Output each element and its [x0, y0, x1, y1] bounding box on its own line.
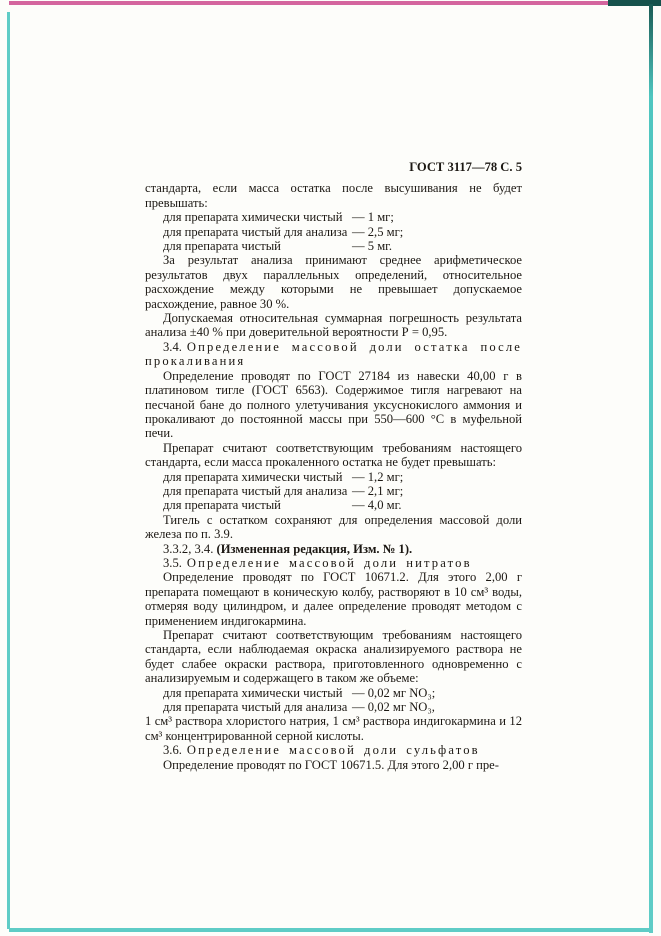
scan-edge-left	[7, 12, 10, 929]
section-number: 3.6.	[163, 743, 182, 758]
section-title: Определение массовой доли нитратов	[186, 555, 472, 570]
section-heading-3-4	[145, 340, 522, 369]
text-block	[145, 160, 522, 772]
section-number: 3.5.	[163, 555, 182, 570]
amendment-note	[145, 542, 522, 556]
spec-line-drying-2	[145, 225, 522, 239]
spec-label: для препарата чистый	[163, 498, 281, 513]
spec-value: — 0,02 мг NO₃,	[352, 700, 435, 715]
paragraph-solution-components: 1 см³ раствора хлористого натрия, 1 см³ раствора индигокармина и 12 см³ концентрированной серной кислоты.	[145, 714, 522, 743]
spec-line-nitrates-2	[145, 700, 522, 714]
scan-edge-top	[9, 1, 608, 5]
spec-label: для препарата чистый для анализа	[163, 224, 348, 239]
spec-line-drying-1	[145, 210, 522, 224]
spec-value: — 0,02 мг NO₃;	[352, 685, 436, 700]
spec-value: — 1 мг;	[352, 210, 394, 225]
spec-label: для препарата чистый для анализа	[163, 700, 348, 715]
spec-label: для препарата чистый для анализа	[163, 483, 348, 498]
page-header: ГОСТ 3117—78 С. 5	[409, 160, 522, 174]
amendment-text: (Измененная редакция, Изм. № 1).	[216, 541, 413, 556]
section-title: Определение массовой доли остатка после прокаливания	[145, 339, 522, 369]
spec-value: — 4,0 мг.	[352, 498, 402, 513]
spec-value: — 1,2 мг;	[352, 469, 404, 484]
spec-value: — 5 мг.	[352, 239, 393, 254]
spec-line-calcination-2	[145, 484, 522, 498]
spec-line-calcination-3	[145, 498, 522, 512]
paragraph-result-rule: За результат анализа принимают среднее арифметическое результатов двух параллельных определений, относительное расхождение между которыми не превышает допускаемое расхождение, равное 30 %.	[145, 253, 522, 311]
spec-value: — 2,5 мг;	[352, 224, 404, 239]
scan-edge-bottom	[9, 928, 653, 932]
spec-label: для препарата химически чистый	[163, 469, 343, 484]
paragraph-error-rule: Допускаемая относительная суммарная погрешность результата анализа ±40 % при доверительной вероятности Р = 0,95.	[145, 311, 522, 340]
spec-value: — 2,1 мг;	[352, 483, 404, 498]
scan-edge-right	[649, 4, 653, 933]
spec-label: для препарата химически чистый	[163, 210, 343, 225]
spec-line-drying-3	[145, 239, 522, 253]
paragraph-continuation: стандарта, если масса остатка после высушивания не будет превышать:	[145, 181, 522, 210]
section-heading-3-5	[145, 556, 522, 570]
paragraph-crucible-note: Тигель с остатком сохраняют для определения массовой доли железа по п. 3.9.	[145, 512, 522, 542]
paragraph-3-4-requirements: Препарат считают соответствующим требованиям настоящего стандарта, если масса прокаленного остатка не будет превышать:	[145, 440, 522, 470]
paragraph-3-5-requirements: Препарат считают соответствующим требованиям настоящего стандарта, если наблюдаемая окраска анализируемого раствора не будет слабее окраски раствора, приготовленного одновременно с анализируемым и содержащего в таком же объеме:	[145, 628, 522, 686]
amendment-prefix: 3.3.2, 3.4.	[163, 541, 217, 556]
paragraph-3-6-method: Определение проводят по ГОСТ 10671.5. Для этого 2,00 г пре-	[163, 757, 499, 772]
section-number: 3.4.	[163, 339, 182, 354]
spec-label: для препарата химически чистый	[163, 685, 343, 700]
spec-line-calcination-1	[145, 470, 522, 484]
spec-label: для препарата чистый	[163, 239, 281, 254]
section-heading-3-6	[145, 743, 522, 757]
section-title: Определение массовой доли сульфатов	[186, 743, 480, 758]
paragraph-3-5-method: Определение проводят по ГОСТ 10671.2. Для этого 2,00 г препарата помещают в коническую колбу, растворяют в 10 см³ воды, отмеряя воду цилиндром, и далее определение проводят методом с применением индигокармина.	[145, 570, 522, 628]
paragraph-3-4-method: Определение проводят по ГОСТ 27184 из навески 40,00 г в платиновом тигле (ГОСТ 6563). Содержимое тигля нагревают на песчаной бане до полного улетучивания уксуснокислого аммония и прокаливают до постоянной массы при 550—600 °С в муфельной печи.	[145, 368, 522, 441]
scan-edge-top-right	[608, 0, 661, 6]
spec-line-nitrates-1	[145, 686, 522, 700]
